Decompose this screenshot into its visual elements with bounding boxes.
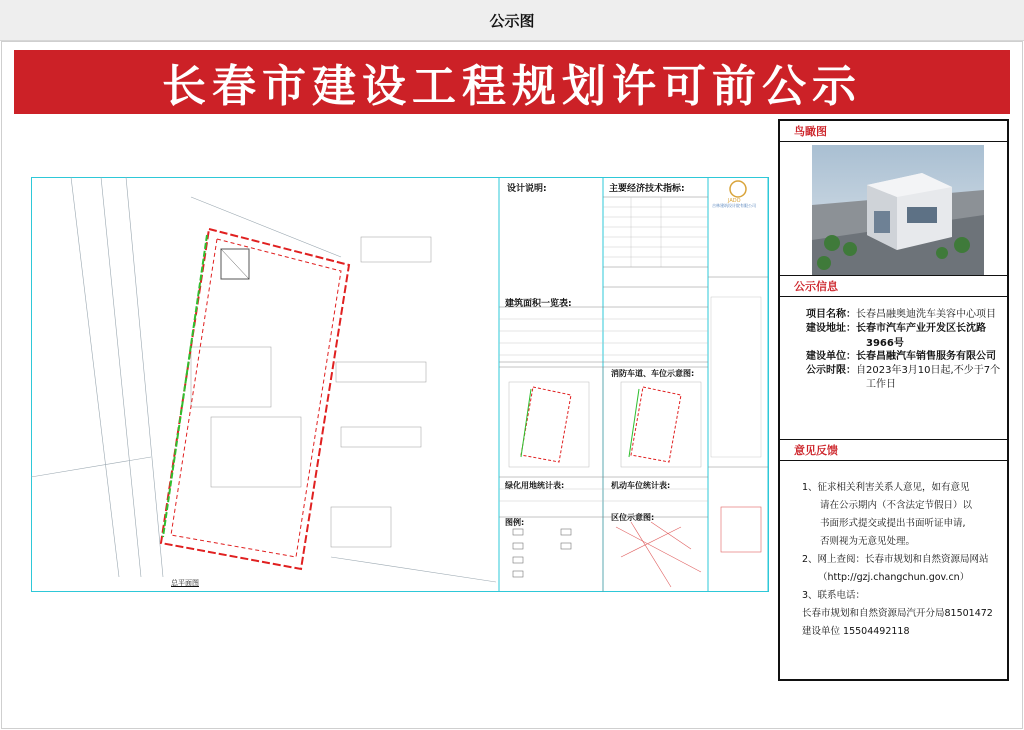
project-name-label: 项目名称： [806, 309, 856, 320]
feedback-line-2: 请在公示期内（不含法定节假日）以 [820, 500, 973, 511]
feedback-phone-bureau: 长春市规划和自然资源局汽开分局81501472 [802, 608, 993, 619]
address-row [806, 321, 986, 336]
info-section-header [780, 275, 1007, 297]
feedback-heading: 意见反馈 [794, 444, 838, 457]
legend-title: 图例: [505, 518, 525, 527]
feedback-line-4: 否则视为无意见处理。 [820, 536, 916, 547]
design-notes-title: 设计说明: [507, 184, 547, 194]
unit-value: 长春昌融汽车销售服务有限公司 [856, 351, 996, 362]
feedback-line-5: 2、网上查阅：长春市规划和自然资源局网站 [802, 554, 989, 565]
location-map-title: 区位示意图: [611, 513, 655, 522]
aerial-heading: 鸟瞰图 [794, 125, 827, 138]
project-name-row [806, 307, 996, 322]
feedback-website[interactable]: （http://gzj.changchun.gov.cn） [818, 572, 970, 583]
period-row-2 [866, 377, 896, 392]
project-name-value: 长春昌融奥迪洗车美容中心项目 [856, 309, 996, 320]
period-value: 自2023年3月10日起,不少于7个 [856, 365, 1001, 376]
info-panel [778, 119, 1009, 681]
design-institute-name: 吉林建筑设计院有限公司 [712, 203, 756, 208]
period-value-2: 工作日 [866, 379, 896, 390]
site-plan-drawing [31, 177, 769, 592]
aerial-view-image [812, 145, 984, 275]
unit-label: 建设单位： [806, 351, 856, 362]
parking-title: 机动车位统计表: [611, 481, 671, 490]
address-value: 长春市汽车产业开发区长沈路 [856, 323, 986, 334]
info-heading: 公示信息 [794, 280, 838, 293]
fire-lane-title: 消防车道、车位示意图: [611, 369, 695, 378]
banner-title: 长春市建设工程规划许可前公示 [162, 61, 862, 112]
address-value-2: 3966号 [866, 338, 904, 349]
building-area-title: 建筑面积一览表: [505, 299, 572, 309]
period-row [806, 363, 1000, 378]
green-area-title: 绿化用地统计表: [505, 481, 565, 490]
aerial-section-header [780, 121, 1007, 142]
address-label: 建设地址： [806, 323, 856, 334]
econ-indicators-title: 主要经济技术指标: [609, 184, 685, 194]
feedback-line-3: 书面形式提交或提出书面听证申请, [820, 518, 966, 529]
feedback-phone-unit: 建设单位 15504492118 [802, 626, 910, 637]
feedback-section-header [780, 439, 1007, 461]
feedback-line-7: 3、联系电话： [802, 590, 866, 601]
page-title: 公示图 [489, 11, 535, 30]
period-label: 公示时限： [806, 365, 856, 376]
unit-row [806, 349, 996, 364]
feedback-line-1: 1、征求相关利害关系人意见，如有意见 [802, 482, 970, 493]
notice-banner [14, 50, 1010, 114]
company-logo: JADO [728, 198, 741, 204]
page-header [0, 0, 1024, 41]
aerial-render-svg [812, 145, 984, 275]
site-plan-label: 总平面图 [171, 579, 199, 587]
site-plan-svg [31, 177, 769, 592]
